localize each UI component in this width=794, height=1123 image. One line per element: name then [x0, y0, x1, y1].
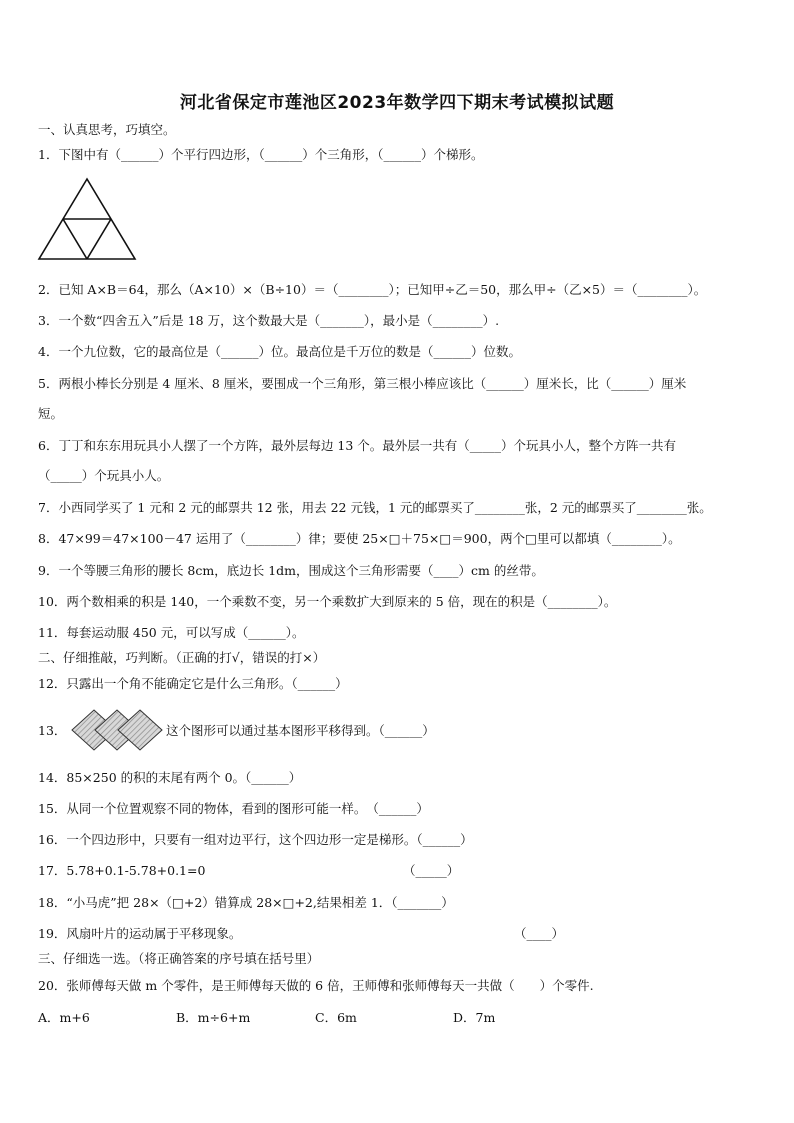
question-4: 4．一个九位数，它的最高位是（______）位。最高位是千万位的数是（______）位数。	[38, 344, 521, 359]
option-d: D．7m	[453, 1010, 496, 1025]
question-6-line-2: （_____）个玩具小人。	[38, 468, 170, 483]
question-10: 10．两个数相乘的积是 140，一个乘数不变，另一个乘数扩大到原来的 5 倍，现在的积是（________）。	[38, 594, 617, 609]
question-20: 20．张师傅每天做 m 个零件，是王师傅每天做的 6 倍，王师傅和张师傅每天一共做（ ）个零件.	[38, 978, 594, 993]
question-17-answer-blank: （_____）	[403, 863, 460, 878]
question-13-number: 13．	[38, 723, 67, 738]
question-15: 15．从同一个位置观察不同的物体，看到的图形可能一样。 （______）	[38, 801, 429, 816]
option-b: B．m÷6+m	[176, 1010, 251, 1025]
question-6-line-1: 6．丁丁和东东用玩具小人摆了一个方阵，最外层每边 13 个。最外层一共有（_____）个玩具小人，整个方阵一共有	[38, 438, 677, 453]
question-11: 11．每套运动服 450 元，可以写成（______）。	[38, 625, 305, 640]
section-heading-1: 一、认真思考，巧填空。	[38, 122, 176, 137]
question-16: 16．一个四边形中，只要有一组对边平行，这个四边形一定是梯形。（______）	[38, 832, 473, 847]
question-7: 7．小西同学买了 1 元和 2 元的邮票共 12 张，用去 22 元钱，1 元的邮票买了________张，2 元的邮票买了________张。	[38, 500, 712, 515]
question-2: 2．已知 A×B＝64，那么（A×10）×（B÷10）＝（________）；已知甲÷乙＝50，那么甲÷（乙×5）＝（________）。	[38, 282, 707, 297]
question-9: 9．一个等腰三角形的腰长 8cm，底边长 1dm，围成这个三角形需要（____）cm 的丝带。	[38, 563, 544, 578]
section-heading-3: 三、仔细选一选。（将正确答案的序号填在括号里）	[38, 951, 320, 966]
section-heading-2: 二、仔细推敲，巧判断。（正确的打√，错误的打×）	[38, 650, 326, 665]
page-title: 河北省保定市莲池区2023年数学四下期末考试模拟试题	[179, 93, 615, 113]
question-13: 这个图形可以通过基本图形平移得到。（______）	[166, 723, 435, 738]
question-19-answer-blank: （____）	[514, 926, 565, 941]
question-17: 17．5.78+0.1-5.78+0.1=0	[38, 863, 206, 878]
question-1: 1．下图中有（______）个平行四边形，（______）个三角形，（______）个梯形。	[38, 147, 484, 162]
question-5-line-2: 短。	[38, 406, 64, 421]
option-a: A．m+6	[38, 1010, 90, 1025]
question-20-options	[38, 1010, 738, 1028]
question-14: 14．85×250 的积的末尾有两个 0。（______）	[38, 770, 302, 785]
question-5-line-1: 5．两根小棒长分别是 4 厘米、8 厘米，要围成一个三角形，第三根小棒应该比（______）厘米长，比（______）厘米	[38, 376, 687, 391]
question-12: 12．只露出一个角不能确定它是什么三角形。（______）	[38, 676, 348, 691]
option-c: C．6m	[315, 1010, 357, 1025]
question-19: 19．风扇叶片的运动属于平移现象。	[38, 926, 242, 941]
question-18: 18．“小马虎”把 28×（□+2）错算成 28×□+2,结果相差 1．（_______）	[38, 895, 454, 910]
diamond-pattern-figure	[70, 708, 164, 752]
question-8: 8．47×99＝47×100－47 运用了（________）律；要使 25×□＋75×□＝900，两个□里可以都填（________）。	[38, 531, 681, 546]
triangle-figure	[36, 176, 138, 262]
question-3: 3．一个数“四舍五入”后是 18 万，这个数最大是（_______），最小是（________）.	[38, 313, 500, 328]
